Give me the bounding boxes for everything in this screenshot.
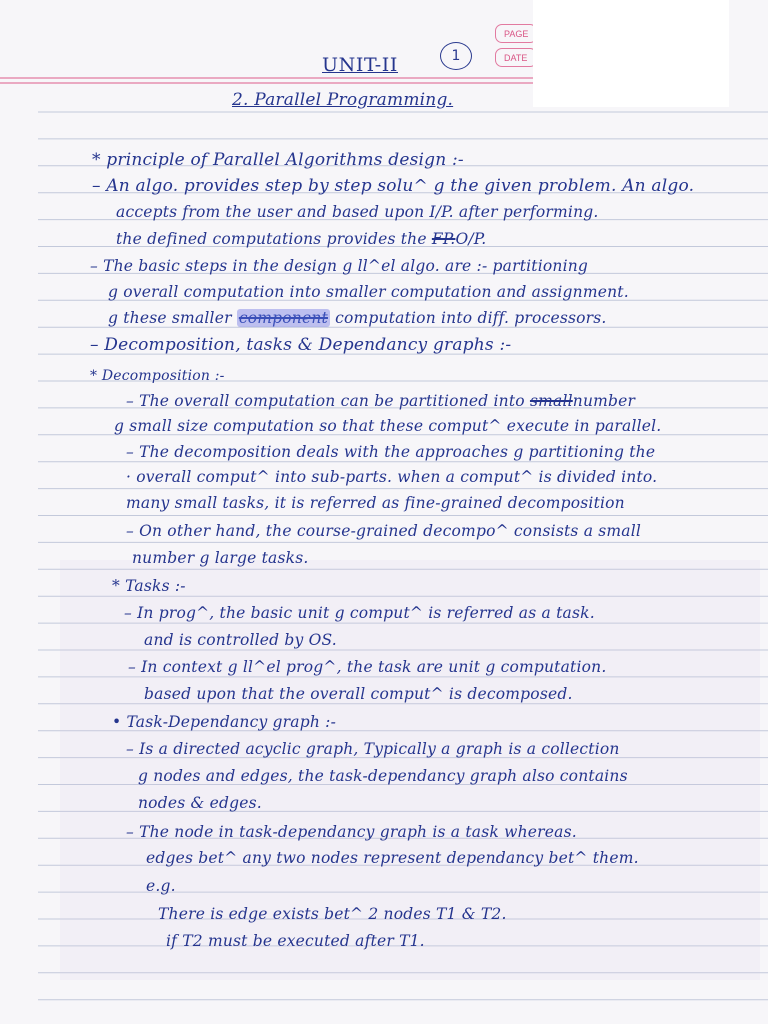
note-text: number <box>572 392 636 410</box>
note-line: edges bet^ any two nodes represent dependancy bet^ them. <box>146 849 639 867</box>
page-number-circle: 1 <box>440 42 472 70</box>
note-line: – The decomposition deals with the approaches g partitioning the <box>126 443 656 461</box>
note-line: – The basic steps in the design g ll^el algo. are :- partitioning <box>90 257 589 275</box>
page-label-box: PAGE <box>495 24 537 43</box>
struck-word: small <box>529 392 573 410</box>
struck-word: FP. <box>431 230 456 248</box>
date-label-box: DATE <box>495 48 537 67</box>
note-line: g nodes and edges, the task-dependancy graph also contains <box>138 767 628 785</box>
note-text: – The overall computation can be partitioned into <box>126 392 525 410</box>
note-line <box>126 391 635 411</box>
note-line: * Decomposition :- <box>90 368 225 384</box>
note-line: – The node in task-dependancy graph is a task whereas. <box>126 823 577 841</box>
note-line: – Is a directed acyclic graph, Typically a graph is a collection <box>126 740 620 758</box>
note-line <box>116 229 486 249</box>
note-line: • Task-Dependancy graph :- <box>112 713 337 731</box>
note-line: if T2 must be executed after T1. <box>166 932 425 950</box>
note-text: O/P. <box>455 230 487 248</box>
note-text: g these smaller <box>108 309 232 327</box>
note-line: * Tasks :- <box>112 577 186 595</box>
note-line: There is edge exists bet^ 2 nodes T1 & T2. <box>158 905 507 923</box>
note-line: and is controlled by OS. <box>144 631 337 649</box>
note-line: · overall comput^ into sub-parts. when a comput^ is divided into. <box>126 468 658 486</box>
note-line: * principle of Parallel Algorithms design :- <box>92 150 464 170</box>
note-line: nodes & edges. <box>138 794 262 812</box>
note-line: – An algo. provides step by step solu^ g the given problem. An algo. <box>92 176 695 196</box>
note-line: number g large tasks. <box>132 549 309 567</box>
struck-word: component <box>238 309 328 327</box>
note-line: – In prog^, the basic unit g comput^ is referred as a task. <box>124 604 595 622</box>
note-line: g small size computation so that these comput^ execute in parallel. <box>114 417 662 435</box>
note-line: – Decomposition, tasks & Dependancy graphs :- <box>90 335 512 355</box>
note-line: – On other hand, the course-grained decompo^ consists a small <box>126 522 642 540</box>
note-line: based upon that the overall comput^ is decomposed. <box>144 685 573 703</box>
redacted-area <box>533 0 729 107</box>
note-text: the defined computations provides the <box>116 230 427 248</box>
note-line: many small tasks, it is referred as fine-grained decomposition <box>126 494 625 512</box>
unit-title: UNIT-II <box>322 54 398 76</box>
note-text: computation into diff. processors. <box>335 309 607 327</box>
note-line <box>108 308 607 328</box>
note-line: e.g. <box>146 877 176 895</box>
note-line: accepts from the user and based upon I/P. after performing. <box>116 203 599 221</box>
note-line: – In context g ll^el prog^, the task are unit g computation. <box>128 658 607 676</box>
chapter-title: 2. Parallel Programming. <box>232 90 454 110</box>
note-line: g overall computation into smaller computation and assignment. <box>108 283 629 301</box>
